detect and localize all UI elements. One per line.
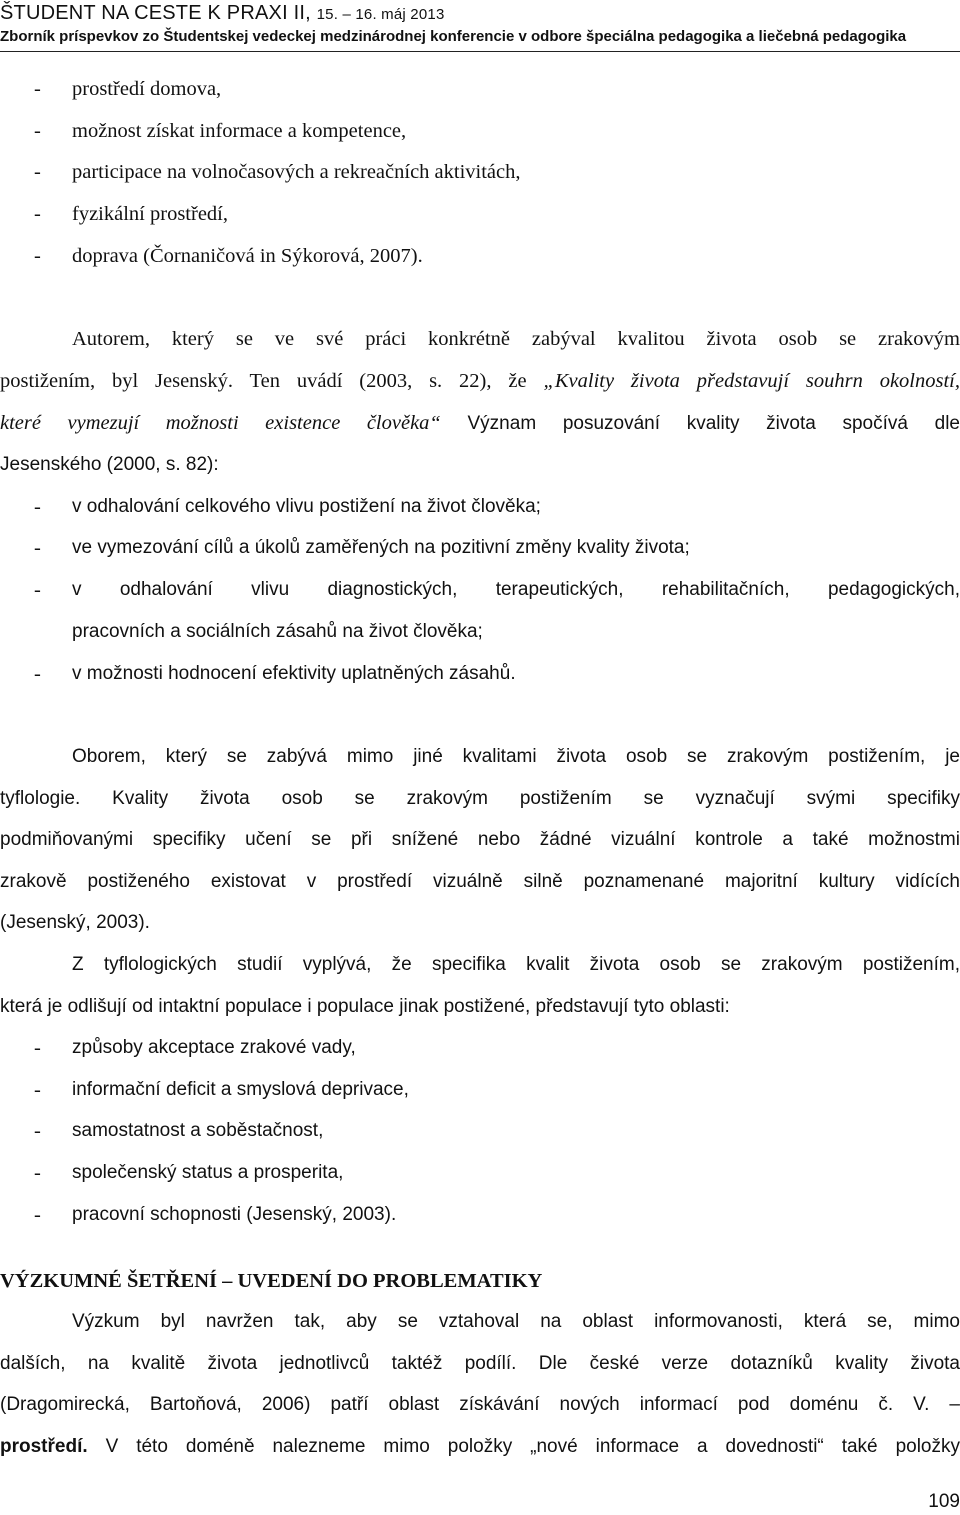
list-item: v možnosti hodnocení efektivity uplatněných zásahů. — [72, 663, 516, 684]
bold-term: prostředí. — [0, 1436, 88, 1457]
running-header — [0, 0, 960, 52]
list-item: prostředí domova, — [72, 78, 222, 100]
list-item: fyzikální prostředí, — [72, 203, 228, 225]
text-line: Autorem, který se ve své práci konkrétně zabýval kvalitou života osob se zrakovým — [72, 328, 960, 350]
text-line: zrakově postiženého existovat v prostředí vizuálně silně poznamenané majoritní kultury vidících — [0, 871, 960, 892]
text-line: Jesenského (2000, s. 82): — [0, 454, 219, 475]
list-item: možnost získat informace a kompetence, — [72, 120, 407, 142]
list-dash: - — [34, 1079, 41, 1101]
section-heading: VÝZKUMNÉ ŠETŘENÍ – UVEDENÍ DO PROBLEMATIKY — [0, 1270, 543, 1292]
text-line: dalších, na kvalitě života jednotlivců taktéž podílí. Dle české verze dotazníků kvality života — [0, 1353, 960, 1374]
text-line: Z tyflologických studií vyplývá, že specifika kvalit života osob se zrakovým postižením, — [72, 954, 960, 975]
list-dash: - — [34, 496, 41, 518]
quote-italic: „Kvality života představují souhrn okolností, — [543, 370, 960, 392]
text-line: (Jesenský, 2003). — [0, 912, 150, 933]
page-number: 109 — [928, 1491, 960, 1512]
text-line: Oborem, který se zabývá mimo jiné kvalitami života osob se zrakovým postižením, je — [72, 746, 960, 767]
list-item: v odhalování vlivu diagnostických, terapeutických, rehabilitačních, pedagogických, — [72, 579, 960, 600]
list-dash: - — [34, 579, 41, 601]
list-dash: - — [34, 245, 41, 267]
list-item: v odhalování celkového vlivu postižení na život člověka; — [72, 496, 541, 517]
text-line: která je odlišují od intaktní populace i populace jinak postižené, představují tyto oblasti: — [0, 996, 730, 1017]
list-item: způsoby akceptace zrakové vady, — [72, 1037, 356, 1058]
list-item: participace na volnočasových a rekreačních aktivitách, — [72, 161, 521, 183]
list-dash: - — [34, 161, 41, 183]
list-dash: - — [34, 1162, 41, 1184]
list-dash: - — [34, 120, 41, 142]
text-line — [0, 368, 960, 394]
list-dash: - — [34, 1120, 41, 1142]
text-line — [0, 410, 960, 437]
list-dash: - — [34, 203, 41, 225]
text-span: V této doméně nalezneme mimo položky „nové informace a dovednosti“ také položky — [87, 1436, 960, 1457]
list-item-continuation: pracovních a sociálních zásahů na život člověka; — [72, 621, 483, 642]
text-span: postižením, byl Jesenský. Ten uvádí (2003, s. 22), že — [0, 370, 527, 392]
list-dash: - — [34, 1204, 41, 1226]
text-span: Význam posuzování kvality života spočívá dle — [440, 413, 960, 434]
text-line: (Dragomirecká, Bartoňová, 2006) patří oblast získávání nových informací pod doménu č. V. – — [0, 1394, 960, 1415]
quote-italic: které vymezují možnosti existence člověka“ — [0, 412, 441, 434]
list-item: pracovní schopnosti (Jesenský, 2003). — [72, 1204, 397, 1225]
list-item: informační deficit a smyslová deprivace, — [72, 1079, 409, 1100]
text-line: podmiňovanými specifiky učení se při snížené nebo žádné vizuální kontrole a také možnostmi — [0, 829, 960, 850]
list-item: ve vymezování cílů a úkolů zaměřených na pozitivní změny kvality života; — [72, 537, 690, 558]
text-line: tyflologie. Kvality života osob se zrakovým postižením se vyznačují svými specifiky — [0, 788, 960, 809]
list-dash: - — [34, 537, 41, 559]
text-line: Výzkum byl navržen tak, aby se vztahoval na oblast informovanosti, která se, mimo — [72, 1311, 960, 1332]
list-item: samostatnost a soběstačnost, — [72, 1120, 324, 1141]
conference-date: 15. – 16. máj 2013 — [316, 6, 445, 23]
list-dash: - — [34, 1037, 41, 1059]
list-dash: - — [34, 78, 41, 100]
header-rule — [0, 51, 960, 52]
conference-title: ŠTUDENT NA CESTE K PRAXI II, 15. – 16. máj 2013 — [0, 2, 445, 24]
list-item: doprava (Čornaničová in Sýkorová, 2007). — [72, 245, 423, 267]
text-line — [0, 1434, 960, 1460]
list-dash: - — [34, 663, 41, 685]
list-item: společenský status a prosperita, — [72, 1162, 344, 1183]
proceedings-title: Zborník príspevkov zo Študentskej vedeckej medzinárodnej konferencie v odbore špeciálna pedagogika a liečebná pedagogika — [0, 28, 907, 45]
